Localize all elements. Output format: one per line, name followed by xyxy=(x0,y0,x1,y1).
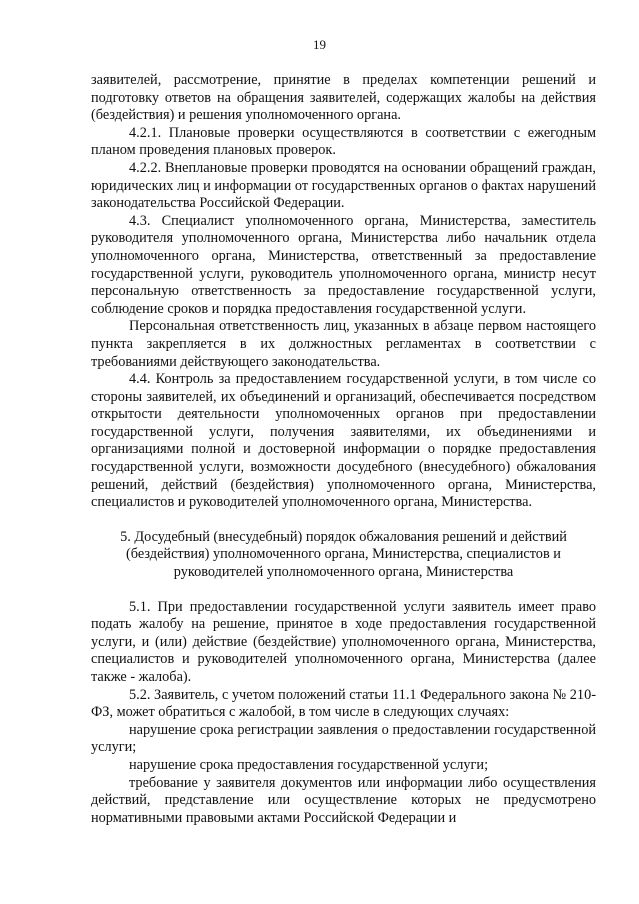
list-item-registration-violation: нарушение срока регистрации заявления о предоставлении государственной услуги; xyxy=(91,721,596,756)
paragraph-5-1: 5.1. При предоставлении государственной услуги заявитель имеет право подать жалобу на решение, принятое в ходе предоставления государственной услуги, и (или) действие (бездействие) уполномоченного органа, Министерства, специалистов и руководителей уполномоченного органа, Министерства (далее также - жалоба). xyxy=(91,598,596,685)
section-5-heading: 5. Досудебный (внесудебный) порядок обжалования решений и действий (бездействия) уполномоченного органа, Министерства, специалистов и руководителей уполномоченного органа, Министерства xyxy=(120,528,567,581)
page-number: 19 xyxy=(313,37,326,52)
paragraph-continuation: заявителей, рассмотрение, принятие в пределах компетенции решений и подготовку ответов на обращения заявителей, содержащих жалобы на действия (бездействия) и решения уполномоченного органа. xyxy=(91,72,596,124)
paragraph-4-4: 4.4. Контроль за предоставлением государственной услуги, в том числе со стороны заявителей, их объединений и организаций, обеспечивается посредством открытости деятельности уполномоченных органов при предоставлении государственной услуги, получения заявителями, их объединениями и организациями полной и достоверной информации о порядке предоставления государственной услуги, возможности досудебного (внесудебного) обжалования решений, действий (бездействия) уполномоченного органа, Министерства, специалистов и руководителей уполномоченного органа, Министерства. xyxy=(91,371,596,511)
paragraph-4-3: 4.3. Специалист уполномоченного органа, Министерства, заместитель руководителя уполномоченного органа, Министерства либо начальник отдела уполномоченного органа, Министерства, ответственный за предоставление государственной услуги, руководитель уполномоченного органа, министр несут персональную ответственность за предоставление государственной услуги, соблюдение сроков и порядка предоставления государственной услуги. xyxy=(91,212,596,317)
paragraph-4-2-2: 4.2.2. Внеплановые проверки проводятся на основании обращений граждан, юридических лиц и информации от государственных органов о фактах нарушений законодательства Российской Федерации. xyxy=(91,159,596,212)
document-body xyxy=(91,72,596,827)
paragraph-4-2-1: 4.2.1. Плановые проверки осуществляются в соответствии с ежегодным планом проведения плановых проверок. xyxy=(91,124,596,159)
paragraph-5-2: 5.2. Заявитель, с учетом положений статьи 11.1 Федерального закона № 210-ФЗ, может обратиться с жалобой, в том числе в следующих случаях: xyxy=(91,686,596,721)
list-item-document-requirement: требование у заявителя документов или информации либо осуществления действий, представление или осуществление которых не предусмотрено нормативными правовыми актами Российской Федерации и xyxy=(91,774,596,826)
paragraph-personal-responsibility: Персональная ответственность лиц, указанных в абзаце первом настоящего пункта закрепляется в их должностных регламентах в соответствии с требованиями действующего законодательства. xyxy=(91,318,596,370)
list-item-service-term-violation: нарушение срока предоставления государственной услуги; xyxy=(129,756,489,773)
